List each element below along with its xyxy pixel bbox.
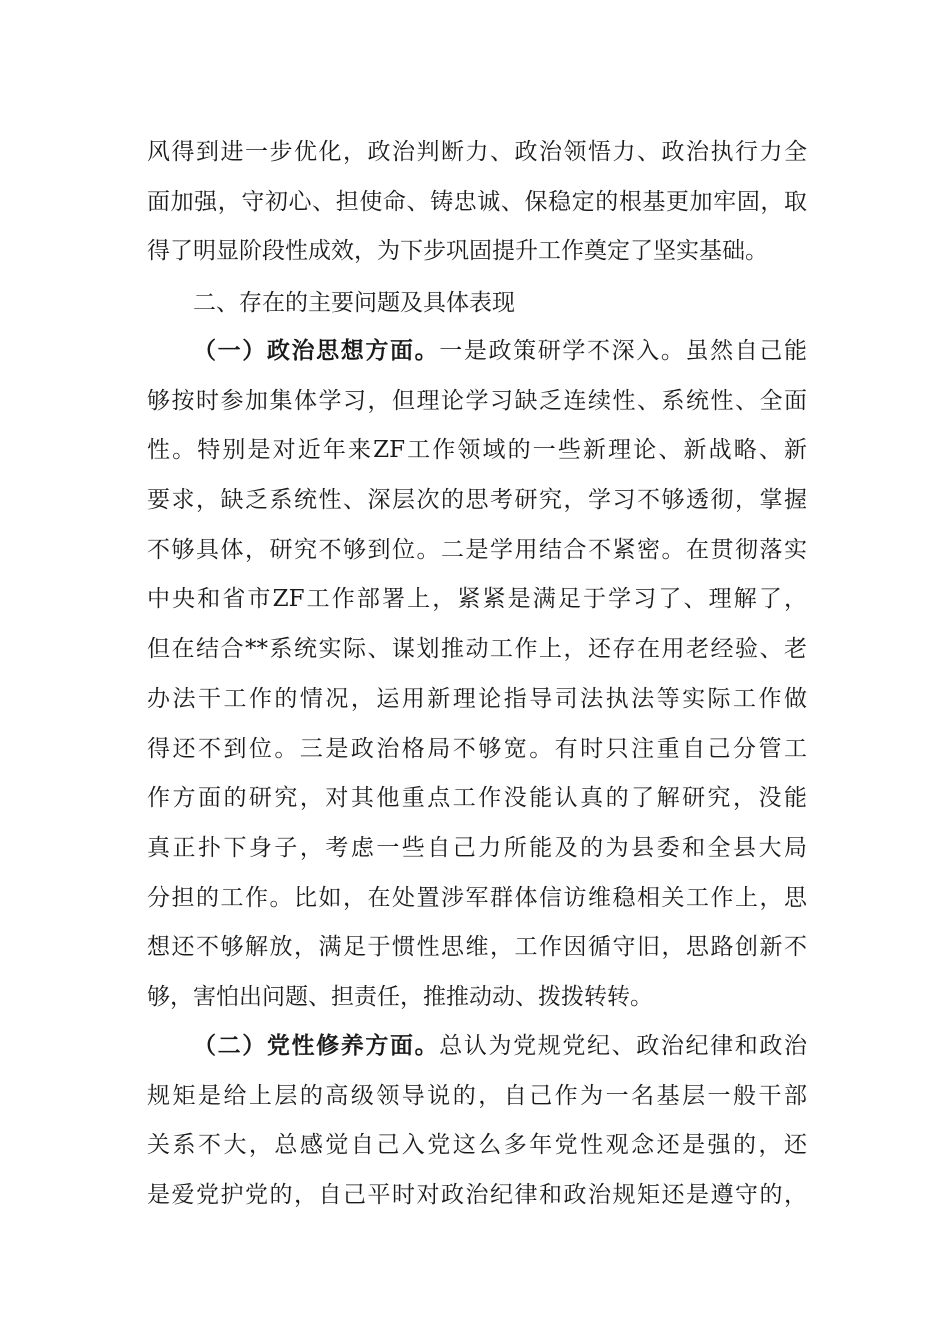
- paragraph-first-line: [147, 1022, 807, 1072]
- paragraph-line: 但在结合**系统实际、谋划推动工作上，还存在用老经验、老: [147, 636, 807, 663]
- paragraph-line: 真正扑下身子，考虑一些自己力所能及的为县委和全县大局: [147, 834, 807, 861]
- paragraph-line: 得还不到位。三是政治格局不够宽。有时只注重自己分管工: [147, 735, 807, 762]
- paragraph-first-line: [147, 327, 807, 377]
- paragraph-line: 得了明显阶段性成效，为下步巩固提升工作奠定了坚实基础。: [147, 238, 768, 265]
- section-heading: 二、存在的主要问题及具体表现: [193, 290, 515, 316]
- paragraph-line: 关系不大，总感觉自己入党这么多年党性观念还是强的，还: [147, 1132, 807, 1159]
- paragraph-line: 风得到进一步优化，政治判断力、政治领悟力、政治执行力全: [147, 139, 807, 165]
- section-one-paragraph: [147, 327, 807, 1023]
- section-one-lead: （一）政治思想方面。: [193, 338, 440, 364]
- paragraph-line: 规矩是给上层的高级领导说的，自己作为一名基层一般干部: [147, 1082, 807, 1109]
- top-paragraph: [147, 128, 807, 277]
- paragraph-line: 作方面的研究，对其他重点工作没能认真的了解研究，没能: [147, 785, 807, 812]
- paragraph-line: 想还不够解放，满足于惯性思维，工作因循守旧，思路创新不: [147, 934, 807, 961]
- paragraph-line: 要求，缺乏系统性、深层次的思考研究，学习不够透彻，掌握: [147, 487, 807, 514]
- section-two-paragraph: [147, 1022, 807, 1221]
- paragraph-line: 够按时参加集体学习，但理论学习缺乏连续性、系统性、全面: [147, 387, 807, 414]
- paragraph-line: 中央和省市ZF工作部署上，紧紧是满足于学习了、理解了，: [147, 586, 807, 613]
- paragraph-line: 办法干工作的情况，运用新理论指导司法执法等实际工作做: [147, 685, 807, 712]
- paragraph-line: 性。特别是对近年来ZF工作领域的一些新理论、新战略、新: [147, 437, 807, 464]
- paragraph-line: 是爱党护党的，自己平时对政治纪律和政治规矩还是遵守的，: [147, 1182, 807, 1209]
- section-one-first-line-rest: 一是政策研学不深入。虽然自己能: [439, 338, 807, 364]
- paragraph-line: 够，害怕出问题、担责任，推推动动、拨拨转转。: [147, 983, 653, 1010]
- section-two-lead: （二）党性修养方面。: [193, 1033, 440, 1059]
- paragraph-line: 不够具体，研究不够到位。二是学用结合不紧密。在贯彻落实: [147, 536, 807, 563]
- section-two-first-line-rest: 总认为党规党纪、政治纪律和政治: [439, 1033, 807, 1059]
- paragraph-line: 面加强，守初心、担使命、铸忠诚、保稳定的根基更加牢固，取: [147, 188, 807, 215]
- paragraph-line: 分担的工作。比如，在处置涉军群体信访维稳相关工作上，思: [147, 884, 807, 911]
